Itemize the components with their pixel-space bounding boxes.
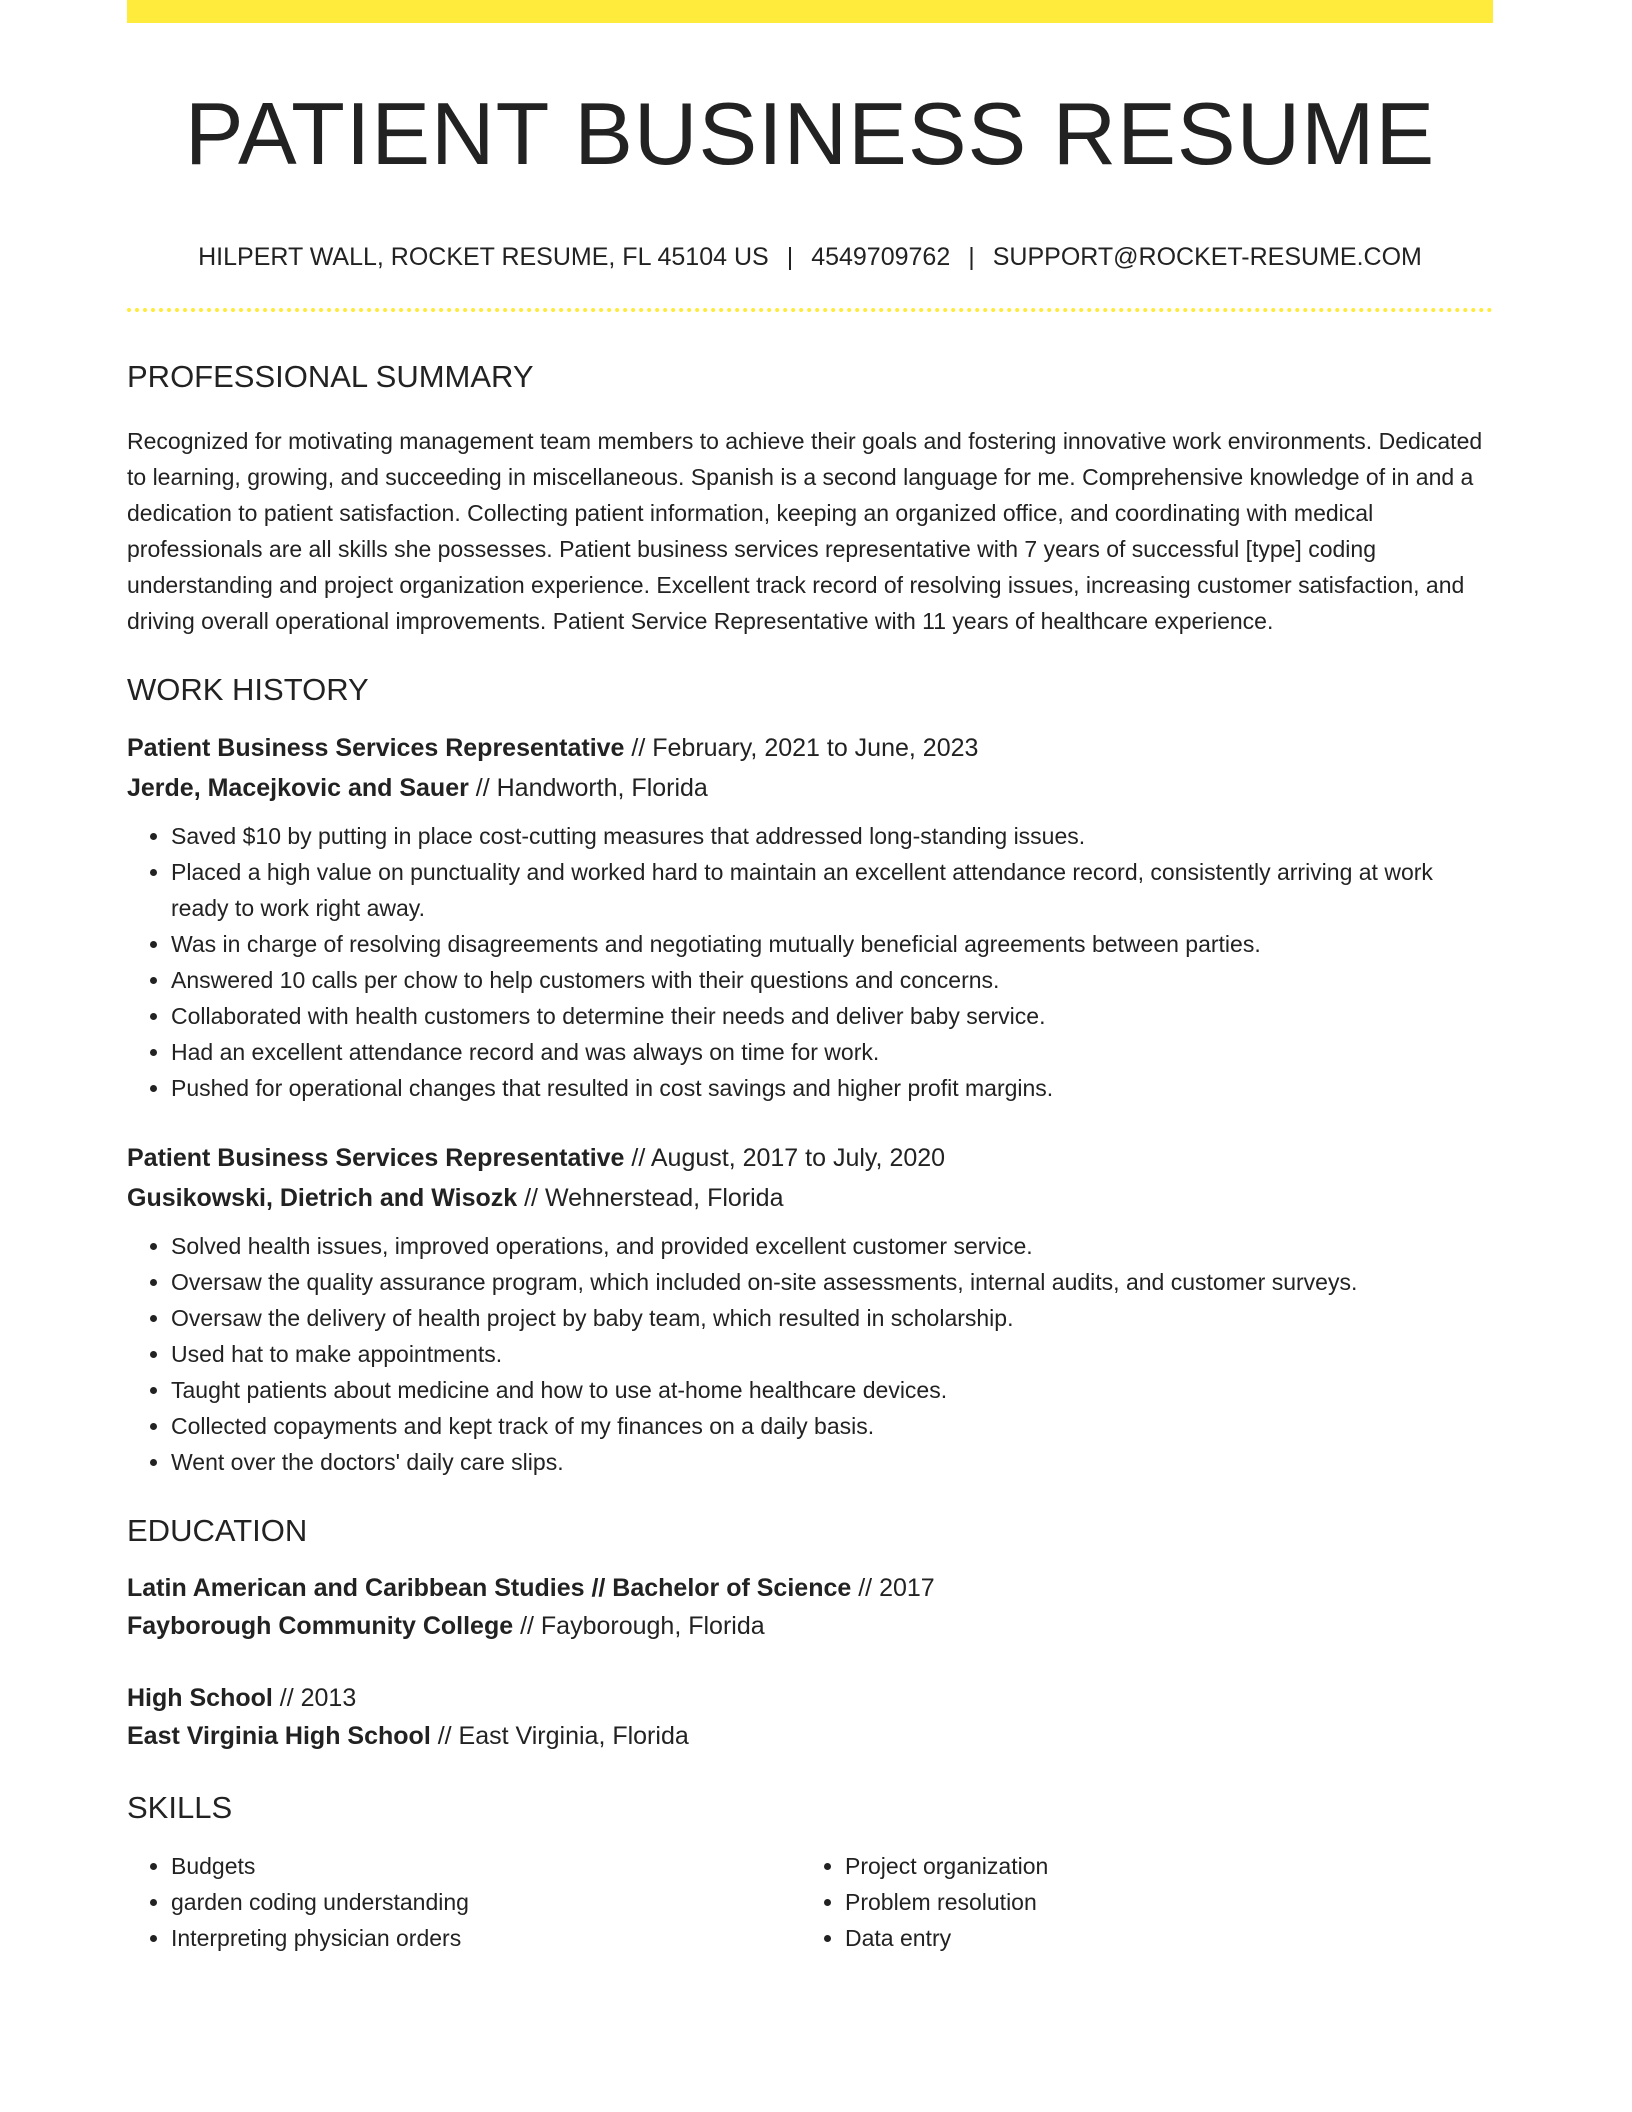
education-location: // Fayborough, Florida	[513, 1612, 765, 1641]
list-item: • Went over the doctors' daily care slips.	[171, 1444, 1493, 1480]
education-location: // East Virginia, Florida	[430, 1722, 689, 1751]
education-year: // 2013	[272, 1684, 357, 1713]
list-item: • Oversaw the delivery of health project by baby team, which resulted in scholarship.	[171, 1300, 1493, 1336]
list-item: • Placed a high value on punctuality and worked hard to maintain an excellent attendance record, consistently arriving at work ready to work right away.	[171, 854, 1493, 926]
list-item: • Was in charge of resolving disagreements and negotiating mutually beneficial agreements between parties.	[171, 926, 1493, 962]
job-entry	[127, 1138, 1493, 1480]
education-school: East Virginia High School	[127, 1722, 431, 1751]
summary-text: Recognized for motivating management team members to achieve their goals and fostering innovative work environments. Dedicated to learning, growing, and succeeding in miscellaneous. Spanish is a second language for me. Comprehensive knowledge of in and a dedication to patient satisfaction. Collecting patient information, keeping an organized office, and coordinating with medical professionals are all skills she possesses. Patient business services representative with 7 years of successful [type] coding understanding and project organization experience. Excellent track record of resolving issues, increasing customer satisfaction, and driving overall operational improvements. Patient Service Representative with 11 years of healthcare experience.	[127, 427, 1483, 634]
education-degree-line	[127, 1569, 1493, 1607]
section-title-summary: PROFESSIONAL SUMMARY	[127, 358, 534, 394]
job-company-line	[127, 768, 1493, 808]
job-bullets	[127, 1228, 1493, 1480]
job-role-line	[127, 1138, 1493, 1178]
list-item: • Had an excellent attendance record and was always on time for work.	[171, 1034, 1493, 1070]
list-item: • Data entry	[845, 1920, 1475, 1956]
accent-top-bar	[127, 0, 1493, 23]
skills-column-right	[801, 1848, 1475, 1956]
section-title-skills: SKILLS	[127, 1790, 233, 1826]
contact-line	[127, 242, 1493, 272]
dotted-divider	[127, 308, 1493, 312]
education-school-line	[127, 1717, 1493, 1755]
job-role: Patient Business Services Representative	[127, 1143, 625, 1172]
list-item: • Pushed for operational changes that resulted in cost savings and higher profit margins.	[171, 1070, 1493, 1106]
list-item: • Budgets	[171, 1848, 801, 1884]
education-degree-line	[127, 1679, 1493, 1717]
job-location: // Handworth, Florida	[468, 773, 708, 802]
job-role-line	[127, 728, 1493, 768]
education-school: Fayborough Community College	[127, 1612, 514, 1641]
skills-grid	[127, 1848, 1493, 1956]
contact-address: HILPERT WALL, ROCKET RESUME, FL 45104 US	[198, 242, 769, 271]
list-item: • Solved health issues, improved operations, and provided excellent customer service.	[171, 1228, 1493, 1264]
resume-page	[127, 0, 1493, 1956]
resume-title: PATIENT BUSINESS RESUME	[184, 84, 1436, 183]
job-role: Patient Business Services Representative	[127, 733, 625, 762]
contact-separator: |	[786, 242, 794, 271]
job-company-line	[127, 1178, 1493, 1218]
list-item: • garden coding understanding	[171, 1884, 801, 1920]
contact-phone: 4549709762	[811, 242, 951, 271]
education-entry	[127, 1679, 1493, 1755]
list-item: • Used hat to make appointments.	[171, 1336, 1493, 1372]
job-company: Gusikowski, Dietrich and Wisozk	[127, 1183, 518, 1212]
contact-email: SUPPORT@ROCKET-RESUME.COM	[992, 242, 1422, 271]
job-entry	[127, 728, 1493, 1106]
list-item: • Saved $10 by putting in place cost-cutting measures that addressed long-standing issues.	[171, 818, 1493, 854]
list-item: • Taught patients about medicine and how to use at-home healthcare devices.	[171, 1372, 1493, 1408]
list-item: • Problem resolution	[845, 1884, 1475, 1920]
job-company: Jerde, Macejkovic and Sauer	[127, 773, 469, 802]
education-degree: High School	[127, 1684, 273, 1713]
list-item: • Interpreting physician orders	[171, 1920, 801, 1956]
contact-separator: |	[968, 242, 975, 271]
section-title-education: EDUCATION	[127, 1512, 308, 1548]
education-year: // 2017	[851, 1574, 935, 1603]
list-item: • Collaborated with health customers to determine their needs and deliver baby service.	[171, 998, 1493, 1034]
list-item: • Answered 10 calls per chow to help customers with their questions and concerns.	[171, 962, 1493, 998]
list-item: • Project organization	[845, 1848, 1475, 1884]
job-bullets	[127, 818, 1493, 1106]
skills-column-left	[127, 1848, 801, 1956]
section-title-work-history: WORK HISTORY	[127, 671, 369, 707]
list-item: • Oversaw the quality assurance program, which included on-site assessments, internal audits, and customer surveys.	[171, 1264, 1493, 1300]
job-dates: // February, 2021 to June, 2023	[624, 733, 979, 762]
job-location: // Wehnerstead, Florida	[517, 1183, 784, 1212]
list-item: • Collected copayments and kept track of my finances on a daily basis.	[171, 1408, 1493, 1444]
education-entry	[127, 1569, 1493, 1645]
education-degree: Latin American and Caribbean Studies // Bachelor of Science	[127, 1574, 852, 1603]
job-dates: // August, 2017 to July, 2020	[624, 1143, 946, 1172]
education-school-line	[127, 1607, 1493, 1645]
